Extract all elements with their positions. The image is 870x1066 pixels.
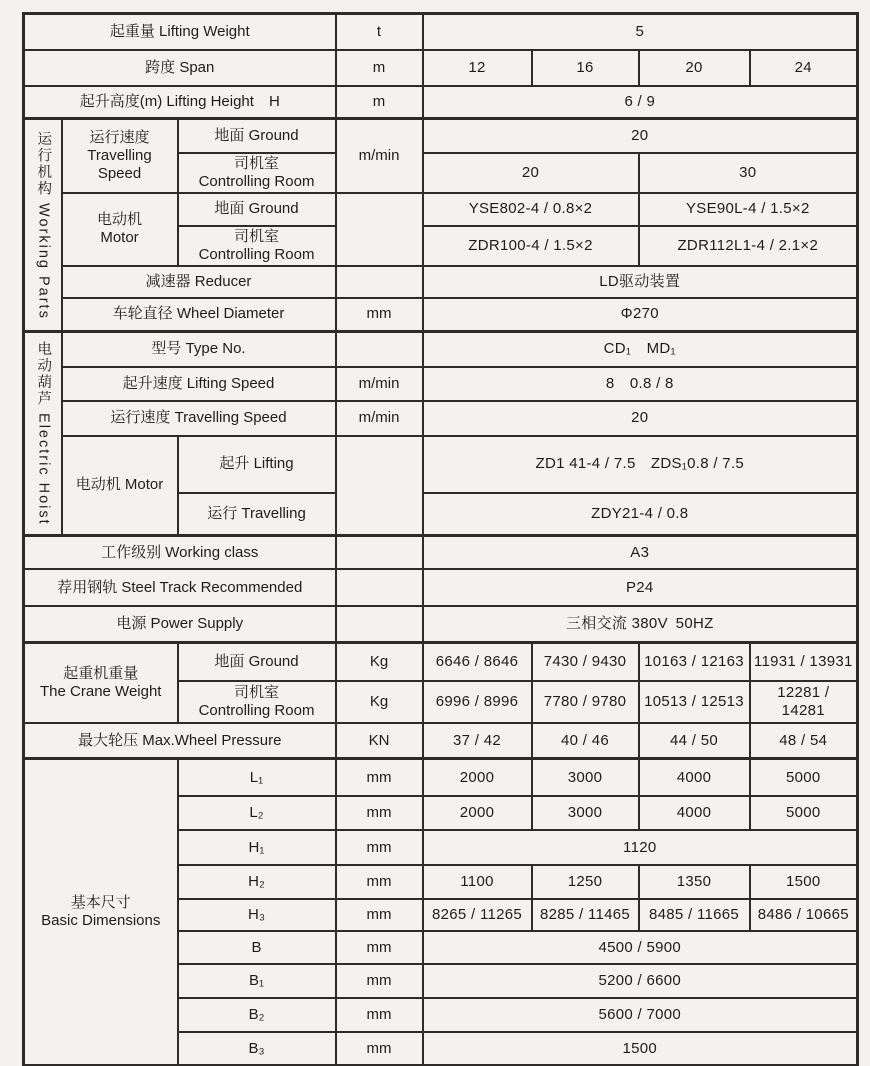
working-class-unit-empty — [336, 535, 423, 569]
dim-value: 5000 — [750, 796, 858, 830]
label-zh: 起重机重量 — [63, 664, 139, 682]
max-wheel-pressure-value: 40 / 46 — [532, 723, 639, 758]
span-value: 12 — [423, 50, 532, 86]
section-label-working-parts: 运行机构 Working Parts — [24, 119, 62, 332]
label-en: The Crane Weight — [40, 682, 162, 700]
type-no-label: 型号 Type No. — [62, 332, 336, 367]
dim-value: 5600 / 7000 — [423, 998, 858, 1032]
working-class-value: A3 — [423, 535, 858, 569]
dim-unit: mm — [336, 964, 423, 998]
motor-label — [62, 193, 178, 266]
hoist-lifting-speed-unit: m/min — [336, 367, 423, 401]
hoist-lifting-speed-label: 起升速度 Lifting Speed — [62, 367, 336, 401]
dim-value: 8485 / 11665 — [639, 899, 750, 931]
lifting-sublabel: 起升 Lifting — [178, 436, 336, 494]
row-motor-ground — [24, 193, 858, 226]
power-supply-label: 电源 Power Supply — [24, 606, 336, 642]
dim-value: 2000 — [423, 758, 532, 796]
row-hoist-travelling-speed — [24, 401, 858, 436]
section-label-electric-hoist: 电动葫芦 Electric Hoist — [24, 332, 62, 536]
dim-value: 1250 — [532, 865, 639, 899]
dim-name: H₁ — [178, 830, 336, 865]
travelling-speed-ground-value: 20 — [423, 119, 858, 153]
reducer-value: LD驱动装置 — [423, 266, 858, 298]
dim-name: H₃ — [178, 899, 336, 931]
row-crane-weight-ground — [24, 642, 858, 681]
crane-weight-ground-value: 6646 / 8646 — [423, 642, 532, 681]
dim-unit: mm — [336, 1032, 423, 1065]
row-type-no — [24, 332, 858, 367]
type-no-value: CD₁ MD₁ — [423, 332, 858, 367]
ground-sublabel: 地面 Ground — [178, 193, 336, 226]
span-value: 16 — [532, 50, 639, 86]
dim-value: 8285 / 11465 — [532, 899, 639, 931]
dim-name: B₂ — [178, 998, 336, 1032]
span-value: 24 — [750, 50, 858, 86]
dim-unit: mm — [336, 899, 423, 931]
crane-weight-ground-value: 11931 / 13931 — [750, 642, 858, 681]
crane-weight-label — [24, 642, 178, 723]
lifting-height-label: 起升高度(m) Lifting Height H — [24, 86, 336, 119]
dim-value: 1350 — [639, 865, 750, 899]
travelling-speed-label — [62, 119, 178, 193]
dim-name: B — [178, 931, 336, 964]
dim-value: 1500 — [750, 865, 858, 899]
lifting-height-unit: m — [336, 86, 423, 119]
dim-value: 8265 / 11265 — [423, 899, 532, 931]
dim-unit: mm — [336, 796, 423, 830]
dim-name: H₂ — [178, 865, 336, 899]
dim-value: 1120 — [423, 830, 858, 865]
max-wheel-pressure-label: 最大轮压 Max.Wheel Pressure — [24, 723, 336, 758]
crane-weight-controlling-value: 12281 / 14281 — [750, 681, 858, 723]
row-wheel-diameter — [24, 298, 858, 332]
ground-sublabel: 地面 Ground — [178, 119, 336, 153]
controlling-room-sublabel — [178, 226, 336, 266]
dim-value: 8486 / 10665 — [750, 899, 858, 931]
dim-value: 4000 — [639, 796, 750, 830]
dim-unit: mm — [336, 830, 423, 865]
hoist-lifting-speed-value: 8 0.8 / 8 — [423, 367, 858, 401]
wheel-diameter-value: Φ270 — [423, 298, 858, 332]
row-steel-track — [24, 569, 858, 606]
wheel-diameter-label: 车轮直径 Wheel Diameter — [62, 298, 336, 332]
lifting-height-value: 6 / 9 — [423, 86, 858, 119]
crane-weight-controlling-value: 6996 / 8996 — [423, 681, 532, 723]
basic-dimensions-label — [24, 758, 178, 1065]
hoist-travelling-speed-value: 20 — [423, 401, 858, 436]
steel-track-value: P24 — [423, 569, 858, 606]
row-dim-l1 — [24, 758, 858, 796]
dim-value: 1100 — [423, 865, 532, 899]
dim-value: 1500 — [423, 1032, 858, 1065]
row-reducer — [24, 266, 858, 298]
crane-weight-controlling-value: 10513 / 12513 — [639, 681, 750, 723]
max-wheel-pressure-value: 44 / 50 — [639, 723, 750, 758]
hoist-motor-travelling-value: ZDY21-4 / 0.8 — [423, 493, 858, 535]
travelling-speed-controlling-value: 20 — [423, 153, 639, 193]
row-power-supply — [24, 606, 858, 642]
motor-ground-value: YSE90L-4 / 1.5×2 — [639, 193, 858, 226]
row-span — [24, 50, 858, 86]
reducer-unit-empty — [336, 266, 423, 298]
label-en: Controlling Room — [198, 172, 315, 190]
reducer-label: 减速器 Reducer — [62, 266, 336, 298]
max-wheel-pressure-value: 37 / 42 — [423, 723, 532, 758]
dim-name: L₁ — [178, 758, 336, 796]
dim-unit: mm — [336, 998, 423, 1032]
label-zh: 司机室 — [234, 684, 280, 702]
crane-weight-ground-value: 7430 / 9430 — [532, 642, 639, 681]
wheel-diameter-unit: mm — [336, 298, 423, 332]
row-working-class — [24, 535, 858, 569]
dim-unit: mm — [336, 865, 423, 899]
label-zh: 电动机 — [96, 211, 142, 228]
lifting-weight-unit: t — [336, 14, 423, 50]
label-en: Travelling Speed — [87, 146, 152, 182]
motor-controlling-value: ZDR100-4 / 1.5×2 — [423, 226, 639, 266]
dim-unit: mm — [336, 758, 423, 796]
steel-track-unit-empty — [336, 569, 423, 606]
row-lifting-weight — [24, 14, 858, 50]
label-en: Controlling Room — [198, 245, 315, 263]
hoist-motor-lifting-value: ZD1 41-4 / 7.5 ZDS₁0.8 / 7.5 — [423, 436, 858, 494]
motor-controlling-value: ZDR112L1-4 / 2.1×2 — [639, 226, 858, 266]
dim-value: 5000 — [750, 758, 858, 796]
motor-ground-value: YSE802-4 / 0.8×2 — [423, 193, 639, 226]
label-en: Controlling Room — [198, 702, 315, 720]
ground-sublabel: 地面 Ground — [178, 642, 336, 681]
type-no-unit-empty — [336, 332, 423, 367]
crane-weight-ground-value: 10163 / 12163 — [639, 642, 750, 681]
dim-unit: mm — [336, 931, 423, 964]
max-wheel-pressure-value: 48 / 54 — [750, 723, 858, 758]
span-label: 跨度 Span — [24, 50, 336, 86]
crane-spec-table — [22, 12, 859, 1066]
label-zh: 司机室 — [234, 154, 280, 172]
travelling-speed-controlling-value: 30 — [639, 153, 858, 193]
working-class-label: 工作级别 Working class — [24, 535, 336, 569]
travelling-speed-unit: m/min — [336, 119, 423, 193]
lifting-weight-value: 5 — [423, 14, 858, 50]
dim-value: 4000 — [639, 758, 750, 796]
crane-weight-ground-unit: Kg — [336, 642, 423, 681]
row-hoist-motor-lifting — [24, 436, 858, 494]
dim-value: 2000 — [423, 796, 532, 830]
row-lifting-height — [24, 86, 858, 119]
label-zh: 基本尺寸 — [70, 893, 131, 911]
dim-name: B₃ — [178, 1032, 336, 1065]
hoist-motor-label: 电动机 Motor — [62, 436, 178, 536]
label-zh: 运行速度 — [89, 128, 150, 146]
steel-track-label: 荐用钢轨 Steel Track Recommended — [24, 569, 336, 606]
crane-weight-controlling-value: 7780 / 9780 — [532, 681, 639, 723]
dim-name: B₁ — [178, 964, 336, 998]
lifting-weight-label: 起重量 Lifting Weight — [24, 14, 336, 50]
dim-value: 3000 — [532, 796, 639, 830]
max-wheel-pressure-unit: KN — [336, 723, 423, 758]
motor-unit-empty — [336, 193, 423, 266]
dim-value: 3000 — [532, 758, 639, 796]
row-max-wheel-pressure — [24, 723, 858, 758]
row-hoist-lifting-speed — [24, 367, 858, 401]
label-zh: 司机室 — [234, 227, 280, 245]
row-travelling-speed-ground — [24, 119, 858, 153]
dim-value: 4500 / 5900 — [423, 931, 858, 964]
hoist-travelling-speed-unit: m/min — [336, 401, 423, 436]
power-supply-value: 三相交流 380V 50HZ — [423, 606, 858, 642]
span-unit: m — [336, 50, 423, 86]
travelling-sublabel: 运行 Travelling — [178, 493, 336, 535]
dim-value: 5200 / 6600 — [423, 964, 858, 998]
dim-name: L₂ — [178, 796, 336, 830]
hoist-travelling-speed-label: 运行速度 Travelling Speed — [62, 401, 336, 436]
crane-weight-controlling-unit: Kg — [336, 681, 423, 723]
label-en: Motor — [100, 229, 139, 246]
label-en: Basic Dimensions — [41, 911, 161, 929]
controlling-room-sublabel — [178, 153, 336, 193]
power-supply-unit-empty — [336, 606, 423, 642]
hoist-motor-unit-empty — [336, 436, 423, 536]
span-value: 20 — [639, 50, 750, 86]
controlling-room-sublabel — [178, 681, 336, 723]
